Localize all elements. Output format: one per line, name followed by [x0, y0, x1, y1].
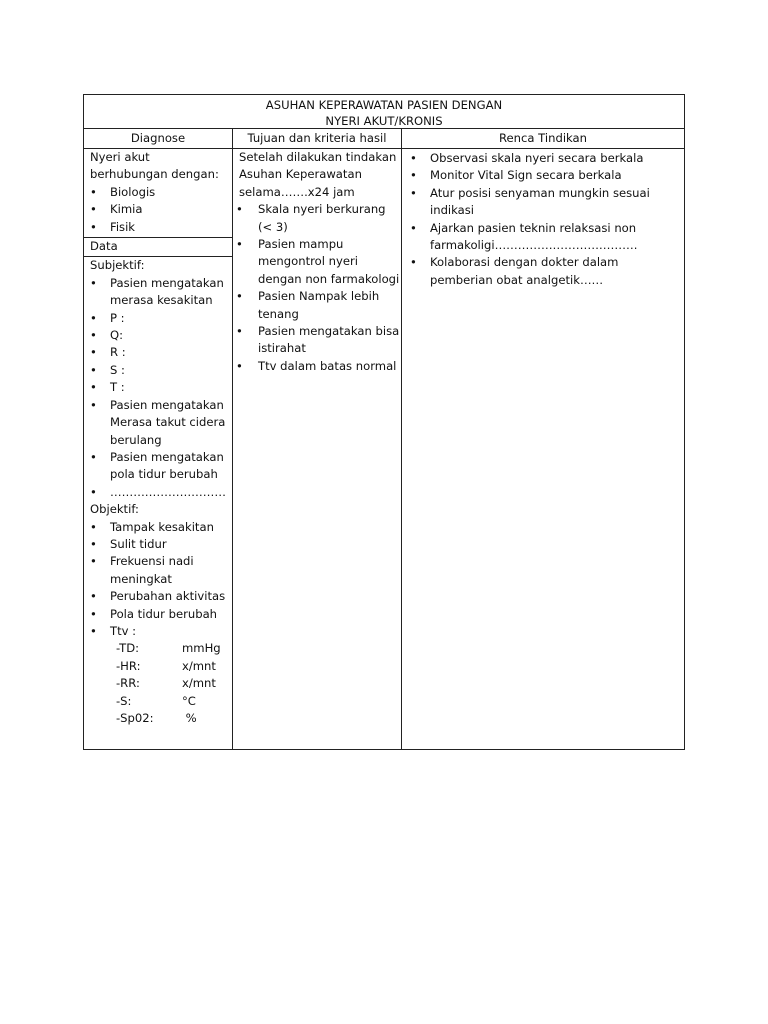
header-rencana: Renca Tindikan	[498, 131, 588, 145]
list-item: • Perubahan aktivitas	[84, 588, 232, 605]
list-item: • Q:	[84, 327, 232, 344]
list-item: • Ttv :	[84, 623, 232, 640]
diagnose-line-2: berhubungan dengan:	[90, 167, 219, 182]
diagnose-column	[84, 149, 233, 749]
rencana-column	[402, 149, 684, 749]
list-item: • Ttv dalam batas normal	[233, 358, 401, 375]
ttv-row-rr	[84, 675, 232, 692]
ttv-row-hr	[84, 658, 232, 675]
list-item: • R :	[84, 344, 232, 361]
list-item: • …………………………	[84, 484, 232, 501]
ttv-label: -Sp02:	[116, 711, 154, 725]
list-item: • Ajarkan pasien teknin relaksasi non farmakoligi……………………………….	[402, 220, 684, 255]
list-item: • Fisik	[84, 219, 232, 236]
diagnose-line-1: Nyeri akut	[90, 150, 150, 164]
subjektif-label: Subjektif:	[90, 258, 145, 273]
column-headers	[84, 129, 684, 149]
header-diagnose: Diagnose	[84, 129, 233, 148]
tujuan-line-3: selama…….x24 jam	[239, 184, 355, 199]
list-item: • Observasi skala nyeri secara berkala	[402, 150, 684, 167]
ttv-label: -TD:	[116, 641, 140, 656]
ttv-label: -HR:	[116, 658, 141, 673]
list-item: • P :	[84, 310, 232, 327]
care-plan-table	[83, 94, 685, 750]
ttv-unit: x/mnt	[182, 676, 216, 691]
table-body	[84, 149, 684, 749]
list-item: • Skala nyeri berkurang (< 3)	[233, 201, 401, 236]
list-item: • T :	[84, 379, 232, 396]
tujuan-column	[233, 149, 402, 749]
list-item: • Pola tidur berubah	[84, 606, 232, 623]
list-item: • Tampak kesakitan	[84, 519, 232, 536]
header-tujuan: Tujuan dan kriteria hasil	[233, 129, 402, 148]
list-item: • Pasien mengatakan merasa kesakitan	[84, 275, 232, 310]
title-line-2: NYERI AKUT/KRONIS	[325, 114, 443, 128]
list-item: • Pasien Nampak lebih tenang	[233, 288, 401, 323]
objektif-list	[84, 519, 232, 641]
tujuan-line-2: Asuhan Keperawatan	[239, 167, 362, 182]
objektif-label: Objektif:	[90, 502, 139, 517]
title-line-1: ASUHAN KEPERAWATAN PASIEN DENGAN	[265, 98, 503, 112]
ttv-unit: x/mnt	[182, 658, 216, 673]
diagnose-list	[84, 184, 232, 236]
tujuan-list	[233, 201, 401, 375]
subjektif-list	[84, 275, 232, 501]
list-item: • Biologis	[84, 184, 232, 201]
list-item: • Pasien mengatakan pola tidur berubah	[84, 449, 232, 484]
ttv-row-td	[84, 640, 232, 657]
ttv-unit: mmHg	[182, 641, 221, 656]
list-item: • Kimia	[84, 201, 232, 218]
list-item: • Pasien mampu mengontrol nyeri dengan non farmakologi	[233, 236, 401, 288]
list-item: • Pasien mengatakan Merasa takut cidera berulang	[84, 397, 232, 449]
list-item: • Kolaborasi dengan dokter dalam pemberian obat analgetik……	[402, 254, 684, 289]
list-item: • Pasien mengatakan bisa istirahat	[233, 323, 401, 358]
list-item: • Frekuensi nadi meningkat	[84, 553, 232, 588]
list-item: • Sulit tidur	[84, 536, 232, 553]
ttv-label: -S:	[116, 693, 132, 708]
ttv-row-s	[84, 693, 232, 710]
data-label: Data	[90, 239, 118, 254]
list-item: • Atur posisi senyaman mungkin sesuai indikasi	[402, 185, 684, 220]
rencana-list	[402, 150, 684, 289]
ttv-label: -RR:	[116, 676, 140, 691]
ttv-unit: %	[182, 711, 197, 725]
ttv-row-spo2	[84, 710, 232, 727]
ttv-unit: °C	[182, 693, 196, 708]
table-title	[84, 95, 684, 129]
tujuan-line-1: Setelah dilakukan tindakan	[239, 150, 397, 164]
list-item: • Monitor Vital Sign secara berkala	[402, 167, 684, 184]
list-item: • S :	[84, 362, 232, 379]
